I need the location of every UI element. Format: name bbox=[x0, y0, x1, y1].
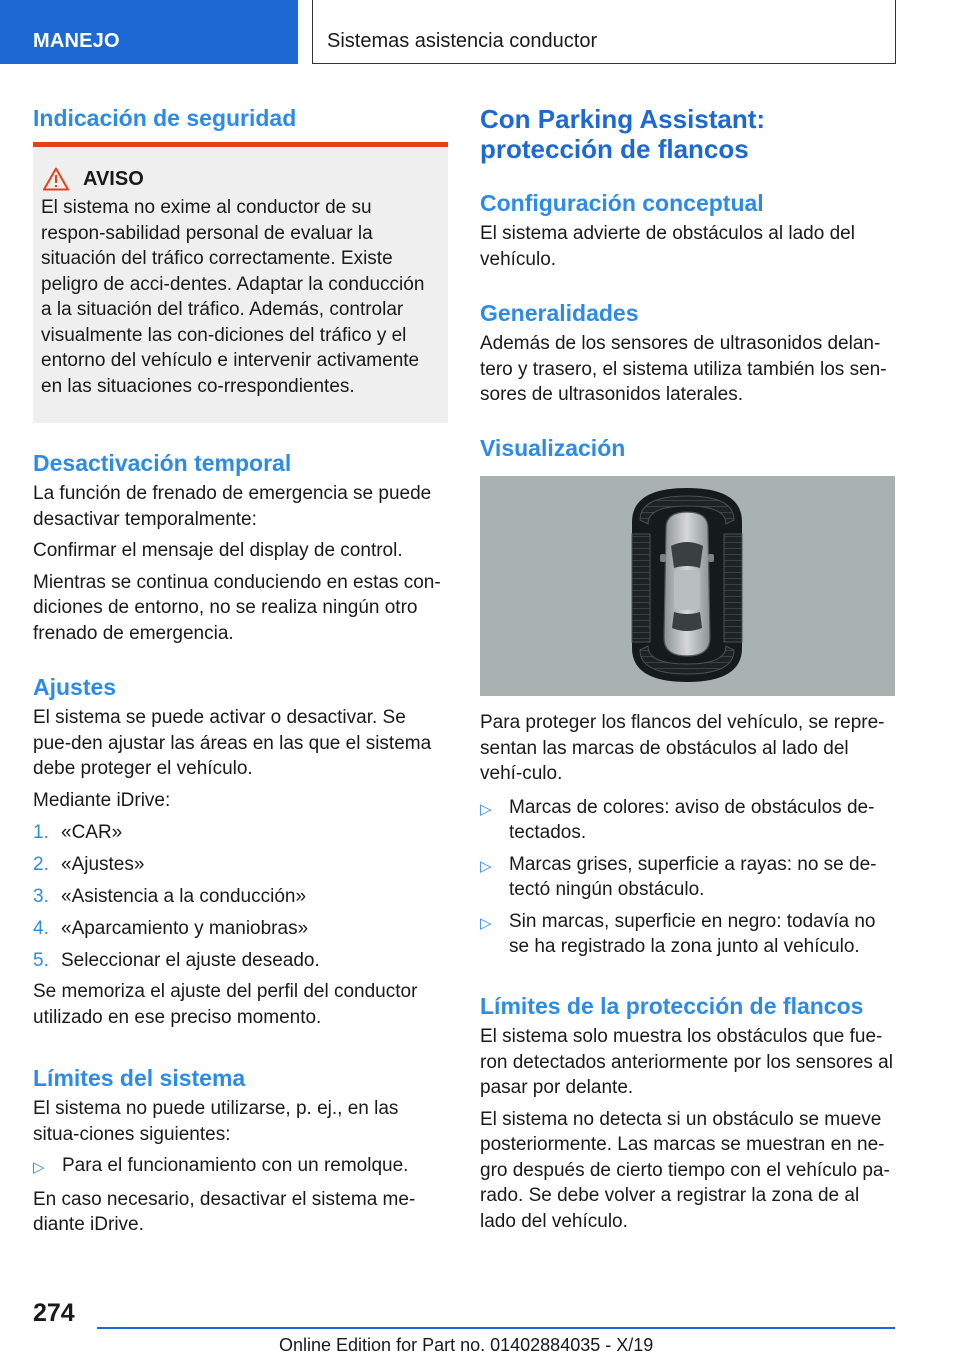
display-bullet-list bbox=[480, 795, 895, 960]
parking-assistant-heading: Con Parking Assistant: protección de flancos bbox=[480, 104, 766, 164]
list-item: ▷ Marcas de colores: aviso de obstáculos de-tectados. bbox=[480, 795, 895, 846]
warning-title bbox=[41, 167, 440, 191]
concept-paragraph: El sistema advierte de obstáculos al lado del vehículo. bbox=[480, 223, 855, 270]
list-item: 2. «Ajustes» bbox=[33, 854, 145, 875]
chapter-title: MANEJO bbox=[33, 30, 120, 52]
list-item: ▷ Sin marcas, superficie en negro: todavía no se ha registrado la zona junto al vehículo. bbox=[480, 909, 895, 960]
general-heading: Generalidades bbox=[480, 300, 639, 326]
settings-heading: Ajustes bbox=[33, 674, 117, 700]
list-item: 4. «Aparcamiento y maniobras» bbox=[33, 918, 309, 939]
list-item: 1. «CAR» bbox=[33, 822, 123, 843]
settings-paragraph-3: Se memoriza el ajuste del perfil del conductor utilizado en ese preciso momento. bbox=[33, 981, 418, 1028]
list-item: ▷ Marcas grises, superficie a rayas: no se de-tectó ningún obstáculo. bbox=[480, 852, 895, 903]
list-item: ▷ Para el funcionamiento con un remolque. bbox=[33, 1153, 448, 1181]
car-top-view-image bbox=[480, 476, 895, 696]
system-limits-heading: Límites del sistema bbox=[33, 1065, 246, 1091]
settings-paragraph-2: Mediante iDrive: bbox=[33, 789, 171, 811]
warning-label: AVISO bbox=[83, 167, 144, 190]
display-paragraph: Para proteger los flancos del vehículo, se repre-sentan las marcas de obstáculos al lado del vehí-culo. bbox=[480, 712, 885, 784]
flank-limits-paragraph-2: El sistema no detecta si un obstáculo se mueve posteriormente. Las marcas se muestran en ne-gro después de cierto tiempo con el vehículo pa-rado. Se debe volver a registrar la zona de al lado del vehículo. bbox=[480, 1108, 890, 1232]
chapter-tab bbox=[0, 0, 298, 64]
limits-paragraph-1: El sistema no puede utilizarse, p. ej., en las situa-ciones siguientes: bbox=[33, 1098, 399, 1145]
section-title: Sistemas asistencia conductor bbox=[327, 30, 598, 52]
concept-heading: Configuración conceptual bbox=[480, 190, 764, 216]
list-item: 3. «Asistencia a la conducción» bbox=[33, 886, 307, 907]
section-header bbox=[312, 0, 896, 64]
temp-deactivation-heading: Desactivación temporal bbox=[33, 450, 292, 476]
edition-info: Online Edition for Part no. 01402884035 - X/19 bbox=[279, 1335, 654, 1355]
footer-divider bbox=[97, 1327, 895, 1329]
temp-paragraph-1: La función de frenado de emergencia se puede desactivar temporalmente: bbox=[33, 483, 432, 530]
bullet-triangle-icon: ▷ bbox=[33, 1159, 45, 1176]
settings-paragraph-1: El sistema se puede activar o desactivar. Se pue-den ajustar las áreas en las que el sistema debe proteger el vehículo. bbox=[33, 707, 432, 779]
display-heading: Visualización bbox=[480, 435, 626, 461]
warning-triangle-icon bbox=[43, 167, 69, 191]
warning-box bbox=[33, 142, 448, 423]
idrive-steps-list bbox=[33, 817, 448, 977]
warning-text: El sistema no exime al conductor de su respon-sabilidad personal de evaluar la situación del tráfico correctamente. Existe peligro de acci-dentes. Adaptar la conducción a la situación del tráfico. Además, controlar visualmente las con-diciones del tráfico y el entorno del vehículo e intervenir activamente en las situaciones co-rrespondientes. bbox=[41, 197, 425, 397]
limits-bullet-list bbox=[33, 1153, 448, 1181]
bullet-triangle-icon: ▷ bbox=[480, 914, 492, 932]
temp-paragraph-2: Confirmar el mensaje del display de control. bbox=[33, 540, 403, 561]
bullet-triangle-icon: ▷ bbox=[480, 800, 492, 818]
safety-heading: Indicación de seguridad bbox=[33, 105, 297, 131]
temp-paragraph-3: Mientras se continua conduciendo en estas con-diciones de entorno, no se realiza ningún otro frenado de emergencia. bbox=[33, 571, 441, 644]
flank-protection-illustration bbox=[480, 476, 895, 696]
flank-limits-paragraph-1: El sistema solo muestra los obstáculos que fue-ron detectados anteriormente por los sensores al pasar por delante. bbox=[480, 1026, 893, 1098]
page-number: 274 bbox=[33, 1299, 75, 1327]
bullet-triangle-icon: ▷ bbox=[480, 857, 492, 875]
limits-paragraph-2: En caso necesario, desactivar el sistema me-diante iDrive. bbox=[33, 1188, 416, 1235]
list-item: 5. Seleccionar el ajuste deseado. bbox=[33, 950, 320, 971]
flank-limits-heading: Límites de la protección de flancos bbox=[480, 993, 864, 1019]
general-paragraph: Además de los sensores de ultrasonidos delan-tero y trasero, el sistema utiliza también los sen-sores de ultrasonidos laterales. bbox=[480, 333, 887, 405]
